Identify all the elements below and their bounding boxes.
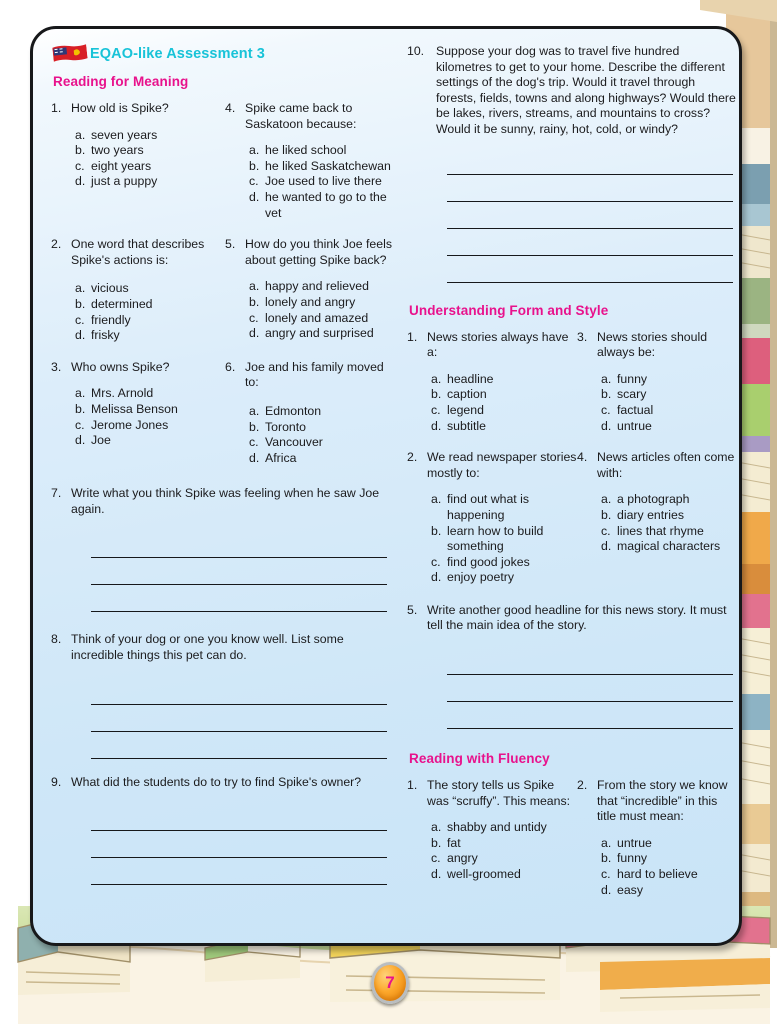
choice-option[interactable] [249,279,395,295]
answer-line[interactable] [91,804,387,831]
choice-option[interactable] [249,435,395,451]
question-5-choices [249,279,395,341]
choice-text: just a puppy [91,174,158,189]
choice-text: easy [617,882,643,897]
answer-line[interactable] [91,531,387,558]
ufs-question-4 [577,450,737,586]
question-6 [225,360,395,467]
question-2-text: One word that describes Spike's actions is: [71,237,205,267]
choice-option[interactable] [601,403,737,419]
question-4-choices [249,143,395,221]
answer-line[interactable] [447,148,733,175]
ufs-question-pair-2-4 [407,450,737,586]
ufs-question-3-choices [601,372,737,434]
choice-text: friendly [91,312,131,327]
choice-option[interactable] [75,174,225,190]
choice-option[interactable] [249,420,395,436]
ufs-question-4-text: News articles often come with: [597,450,735,480]
choice-text: diary entries [617,507,684,522]
choice-option[interactable] [601,508,737,524]
answer-line[interactable] [91,678,387,705]
choice-text: untrue [617,835,652,850]
choice-text: a photograph [617,492,690,507]
section-heading-understanding-form-and-style: Understanding Form and Style [409,302,609,318]
question-8-text: Think of your dog or one you know well. List some incredible things this pet can do. [71,632,344,663]
question-10-answer-lines [407,148,737,283]
question-3-choices [75,386,225,448]
choice-option[interactable] [249,326,395,342]
choice-option[interactable] [75,128,225,144]
choice-option[interactable] [75,143,225,159]
answer-line[interactable] [91,705,387,732]
answer-line[interactable] [447,675,733,702]
choice-letter: b. [601,387,612,402]
choice-option[interactable] [75,402,225,418]
choice-text: funny [617,371,648,386]
choice-letter: b. [249,158,260,173]
choice-text: Melissa Benson [91,401,178,416]
answer-line[interactable] [447,175,733,202]
answer-line[interactable] [91,858,387,885]
choice-text: Edmonton [265,403,322,418]
choice-option[interactable] [249,174,395,190]
ufs-question-2-number: 2. [407,450,418,465]
question-2 [51,237,225,344]
choice-option[interactable] [601,524,737,540]
choice-letter: d. [601,539,612,554]
choice-option[interactable] [431,492,577,523]
answer-line[interactable] [447,256,733,283]
choice-letter: d. [75,328,86,343]
choice-option[interactable] [75,328,225,344]
choice-letter: d. [75,433,86,448]
choice-letter: b. [75,296,86,311]
page-number-badge: 7 [371,962,409,1004]
choice-text: lonely and amazed [265,310,369,325]
question-6-text: Joe and his family moved to: [245,359,384,390]
choice-letter: d. [249,450,260,465]
choice-text: eight years [91,158,152,173]
rwf-question-2 [577,778,737,898]
choice-option[interactable] [431,419,577,435]
question-3 [51,360,225,467]
choice-text: happy and relieved [265,279,369,294]
choice-letter: b. [249,294,260,309]
rwf-question-1-number: 1. [407,778,418,793]
choice-letter: b. [75,401,86,416]
choice-letter: d. [249,326,260,341]
question-pair-1-4 [51,101,395,221]
ufs-question-4-number: 4. [577,450,588,465]
question-4-text: Spike came back to Saskatoon because: [245,101,357,131]
choice-option[interactable] [75,297,225,313]
ontario-flag-icon [52,42,88,64]
choice-option[interactable] [75,159,225,175]
answer-line[interactable] [447,702,733,729]
question-2-number: 2. [51,237,62,252]
question-3-number: 3. [51,359,62,374]
choice-text: fat [447,835,461,850]
choice-option[interactable] [431,867,577,883]
choice-text: lines that rhyme [617,523,704,538]
choice-option[interactable] [601,836,737,852]
choice-text: angry and surprised [265,326,374,341]
question-6-number: 6. [225,359,236,374]
choice-text: Joe [91,433,111,448]
choice-text: magical characters [617,539,721,554]
question-7-text: Write what you think Spike was feeling when he saw Joe again. [71,486,380,516]
ufs-question-1 [407,330,577,435]
choice-letter: d. [601,882,612,897]
ufs-question-3-number: 3. [577,329,588,344]
ufs-question-5-number: 5. [407,602,418,617]
ufs-question-1-number: 1. [407,329,418,344]
choice-letter: a. [75,386,86,401]
choice-text: he wanted to go to the vet [265,189,387,220]
ufs-question-2-choices [431,492,577,586]
question-10 [407,44,737,283]
choice-text: angry [447,851,478,866]
choice-text: Jerome Jones [91,417,169,432]
choice-text: Joe used to live there [265,174,382,189]
question-9-text: What did the students do to try to find Spike's owner? [71,774,362,789]
answer-line[interactable] [91,732,387,759]
choice-letter: b. [431,835,442,850]
rwf-question-pair-1-2 [407,778,737,898]
choice-text: frisky [91,328,120,343]
choice-letter: c. [249,174,259,189]
choice-letter: a. [601,492,612,507]
choice-text: Toronto [265,419,307,434]
question-8-answer-lines [51,678,395,759]
section-heading-reading-with-fluency: Reading with Fluency [409,751,550,767]
right-column [401,43,737,933]
rwf-question-1-choices [431,820,577,882]
choice-option[interactable] [431,836,577,852]
choice-text: untrue [617,418,652,433]
choice-text: learn how to build something [447,523,544,554]
choice-letter: a. [249,143,260,158]
ufs-question-2-text: We read newspaper stories mostly to: [427,450,577,480]
choice-option[interactable] [601,419,737,435]
question-5-text: How do you think Joe feels about getting Spike back? [245,237,392,267]
choice-letter: c. [431,554,441,569]
question-pair-2-5 [51,237,395,344]
choice-letter: c. [431,402,441,417]
worksheet-page [30,26,742,946]
choice-text: legend [447,402,484,417]
question-7-number: 7. [51,486,62,501]
choice-letter: c. [249,310,259,325]
choice-text: enjoy poetry [447,570,514,585]
choice-letter: a. [431,820,442,835]
question-1-choices [75,128,225,190]
answer-line[interactable] [91,585,387,612]
choice-letter: d. [431,570,442,585]
section-heading-reading-for-meaning: Reading for Meaning [53,74,189,89]
choice-option[interactable] [431,372,577,388]
choice-letter: a. [249,403,260,418]
question-1-text: How old is Spike? [71,101,169,115]
question-6-choices [249,404,395,466]
choice-letter: a. [431,492,442,507]
ufs-question-5-answer-lines [407,648,737,729]
choice-text: hard to believe [617,867,698,882]
choice-option[interactable] [249,159,395,175]
choice-text: shabby and untidy [447,820,547,835]
choice-letter: a. [601,835,612,850]
choice-letter: a. [75,127,86,142]
choice-letter: c. [601,523,611,538]
choice-text: subtitle [447,418,486,433]
choice-letter: c. [249,435,259,450]
choice-text: find out what is happening [447,492,530,522]
left-column [51,43,401,933]
choice-text: funny [617,851,648,866]
choice-letter: b. [75,143,86,158]
choice-option[interactable] [601,387,737,403]
ufs-question-3 [577,330,737,435]
choice-text: Mrs. Arnold [91,386,154,401]
choice-letter: b. [249,419,260,434]
choice-option[interactable] [431,403,577,419]
choice-option[interactable] [75,313,225,329]
choice-option[interactable] [249,311,395,327]
choice-option[interactable] [249,451,395,467]
question-7-answer-lines [51,531,395,612]
question-7 [51,486,395,612]
choice-letter: c. [75,312,85,327]
choice-letter: a. [431,371,442,386]
question-10-text: Suppose your dog was to travel five hundred kilometres to get to your home. Describe the different settings of the dog's trip. Would it travel through forests, fields, towns and along highways? Would there be lakes, rivers, streams, and mountains to cross? Would it be sunny, rainy, hot, cold, or windy? [436,44,736,136]
choice-text: factual [617,402,654,417]
choice-letter: d. [601,418,612,433]
choice-letter: b. [601,851,612,866]
ufs-question-1-choices [431,372,577,434]
question-1-number: 1. [51,101,62,115]
choice-option[interactable] [431,851,577,867]
choice-letter: b. [601,507,612,522]
choice-option[interactable] [249,143,395,159]
question-4-number: 4. [225,101,236,115]
ufs-question-pair-1-3 [407,330,737,435]
ufs-question-4-choices [601,492,737,554]
choice-option[interactable] [601,883,737,899]
choice-option[interactable] [431,387,577,403]
question-1 [51,101,225,221]
choice-option[interactable] [431,820,577,836]
question-8-number: 8. [51,632,62,647]
choice-option[interactable] [431,570,577,586]
ufs-question-2 [407,450,577,586]
choice-letter: b. [431,387,442,402]
choice-text: headline [447,371,494,386]
choice-option[interactable] [431,555,577,571]
answer-line[interactable] [447,229,733,256]
choice-letter: a. [75,281,86,296]
choice-text: scary [617,387,647,402]
choice-option[interactable] [601,867,737,883]
choice-letter: c. [601,867,611,882]
choice-letter: c. [75,158,85,173]
ufs-question-1-text: News stories always have a: [427,329,569,360]
answer-line[interactable] [447,648,733,675]
question-10-number: 10. [407,44,425,58]
choice-letter: b. [431,523,442,538]
choice-letter: d. [431,418,442,433]
choice-text: well-groomed [447,867,521,882]
choice-option[interactable] [249,404,395,420]
question-4 [225,101,395,221]
choice-option[interactable] [431,524,577,555]
rwf-question-1-text: The story tells us Spike was “scruffy”. This means: [427,778,571,808]
question-9-number: 9. [51,774,62,789]
choice-text: determined [91,296,153,311]
choice-option[interactable] [75,386,225,402]
question-8 [51,632,395,758]
question-5-number: 5. [225,237,236,252]
choice-option[interactable] [601,372,737,388]
answer-line[interactable] [91,558,387,585]
choice-letter: d. [249,189,260,204]
choice-option[interactable] [75,418,225,434]
choice-text: Africa [265,450,297,465]
choice-letter: c. [75,417,85,432]
choice-letter: d. [75,174,86,189]
choice-letter: a. [601,371,612,386]
choice-text: vicious [91,281,129,296]
page-title: EQAO-like Assessment 3 [90,45,265,62]
choice-option[interactable] [601,539,737,555]
choice-letter: d. [431,867,442,882]
choice-option[interactable] [601,492,737,508]
choice-text: two years [91,143,144,158]
choice-text: he liked school [265,143,347,158]
ufs-question-5 [407,603,737,729]
rwf-question-1 [407,778,577,898]
rwf-question-2-number: 2. [577,778,588,793]
answer-line[interactable] [447,202,733,229]
choice-text: caption [447,387,487,402]
answer-line[interactable] [91,831,387,858]
question-pair-3-6 [51,360,395,467]
choice-text: find good jokes [447,554,530,569]
rwf-question-2-text: From the story we know that “incredible” in this title must mean: [597,778,728,824]
rwf-question-2-choices [601,836,737,898]
choice-text: seven years [91,127,158,142]
question-9-answer-lines [51,804,395,885]
choice-option[interactable] [249,190,395,221]
question-9 [51,775,395,886]
choice-text: lonely and angry [265,294,356,309]
choice-option[interactable] [601,851,737,867]
choice-letter: c. [431,851,441,866]
choice-option[interactable] [75,281,225,297]
choice-text: Vancouver [265,435,323,450]
question-5 [225,237,395,344]
choice-letter: c. [601,402,611,417]
question-3-text: Who owns Spike? [71,359,170,374]
choice-letter: a. [249,279,260,294]
choice-text: he liked Saskatchewan [265,158,391,173]
ufs-question-5-text: Write another good headline for this news story. It must tell the main idea of the story. [427,602,727,633]
document-title-row [53,44,395,63]
choice-option[interactable] [75,433,225,449]
ufs-question-3-text: News stories should always be: [597,329,708,360]
question-2-choices [75,281,225,343]
choice-option[interactable] [249,295,395,311]
